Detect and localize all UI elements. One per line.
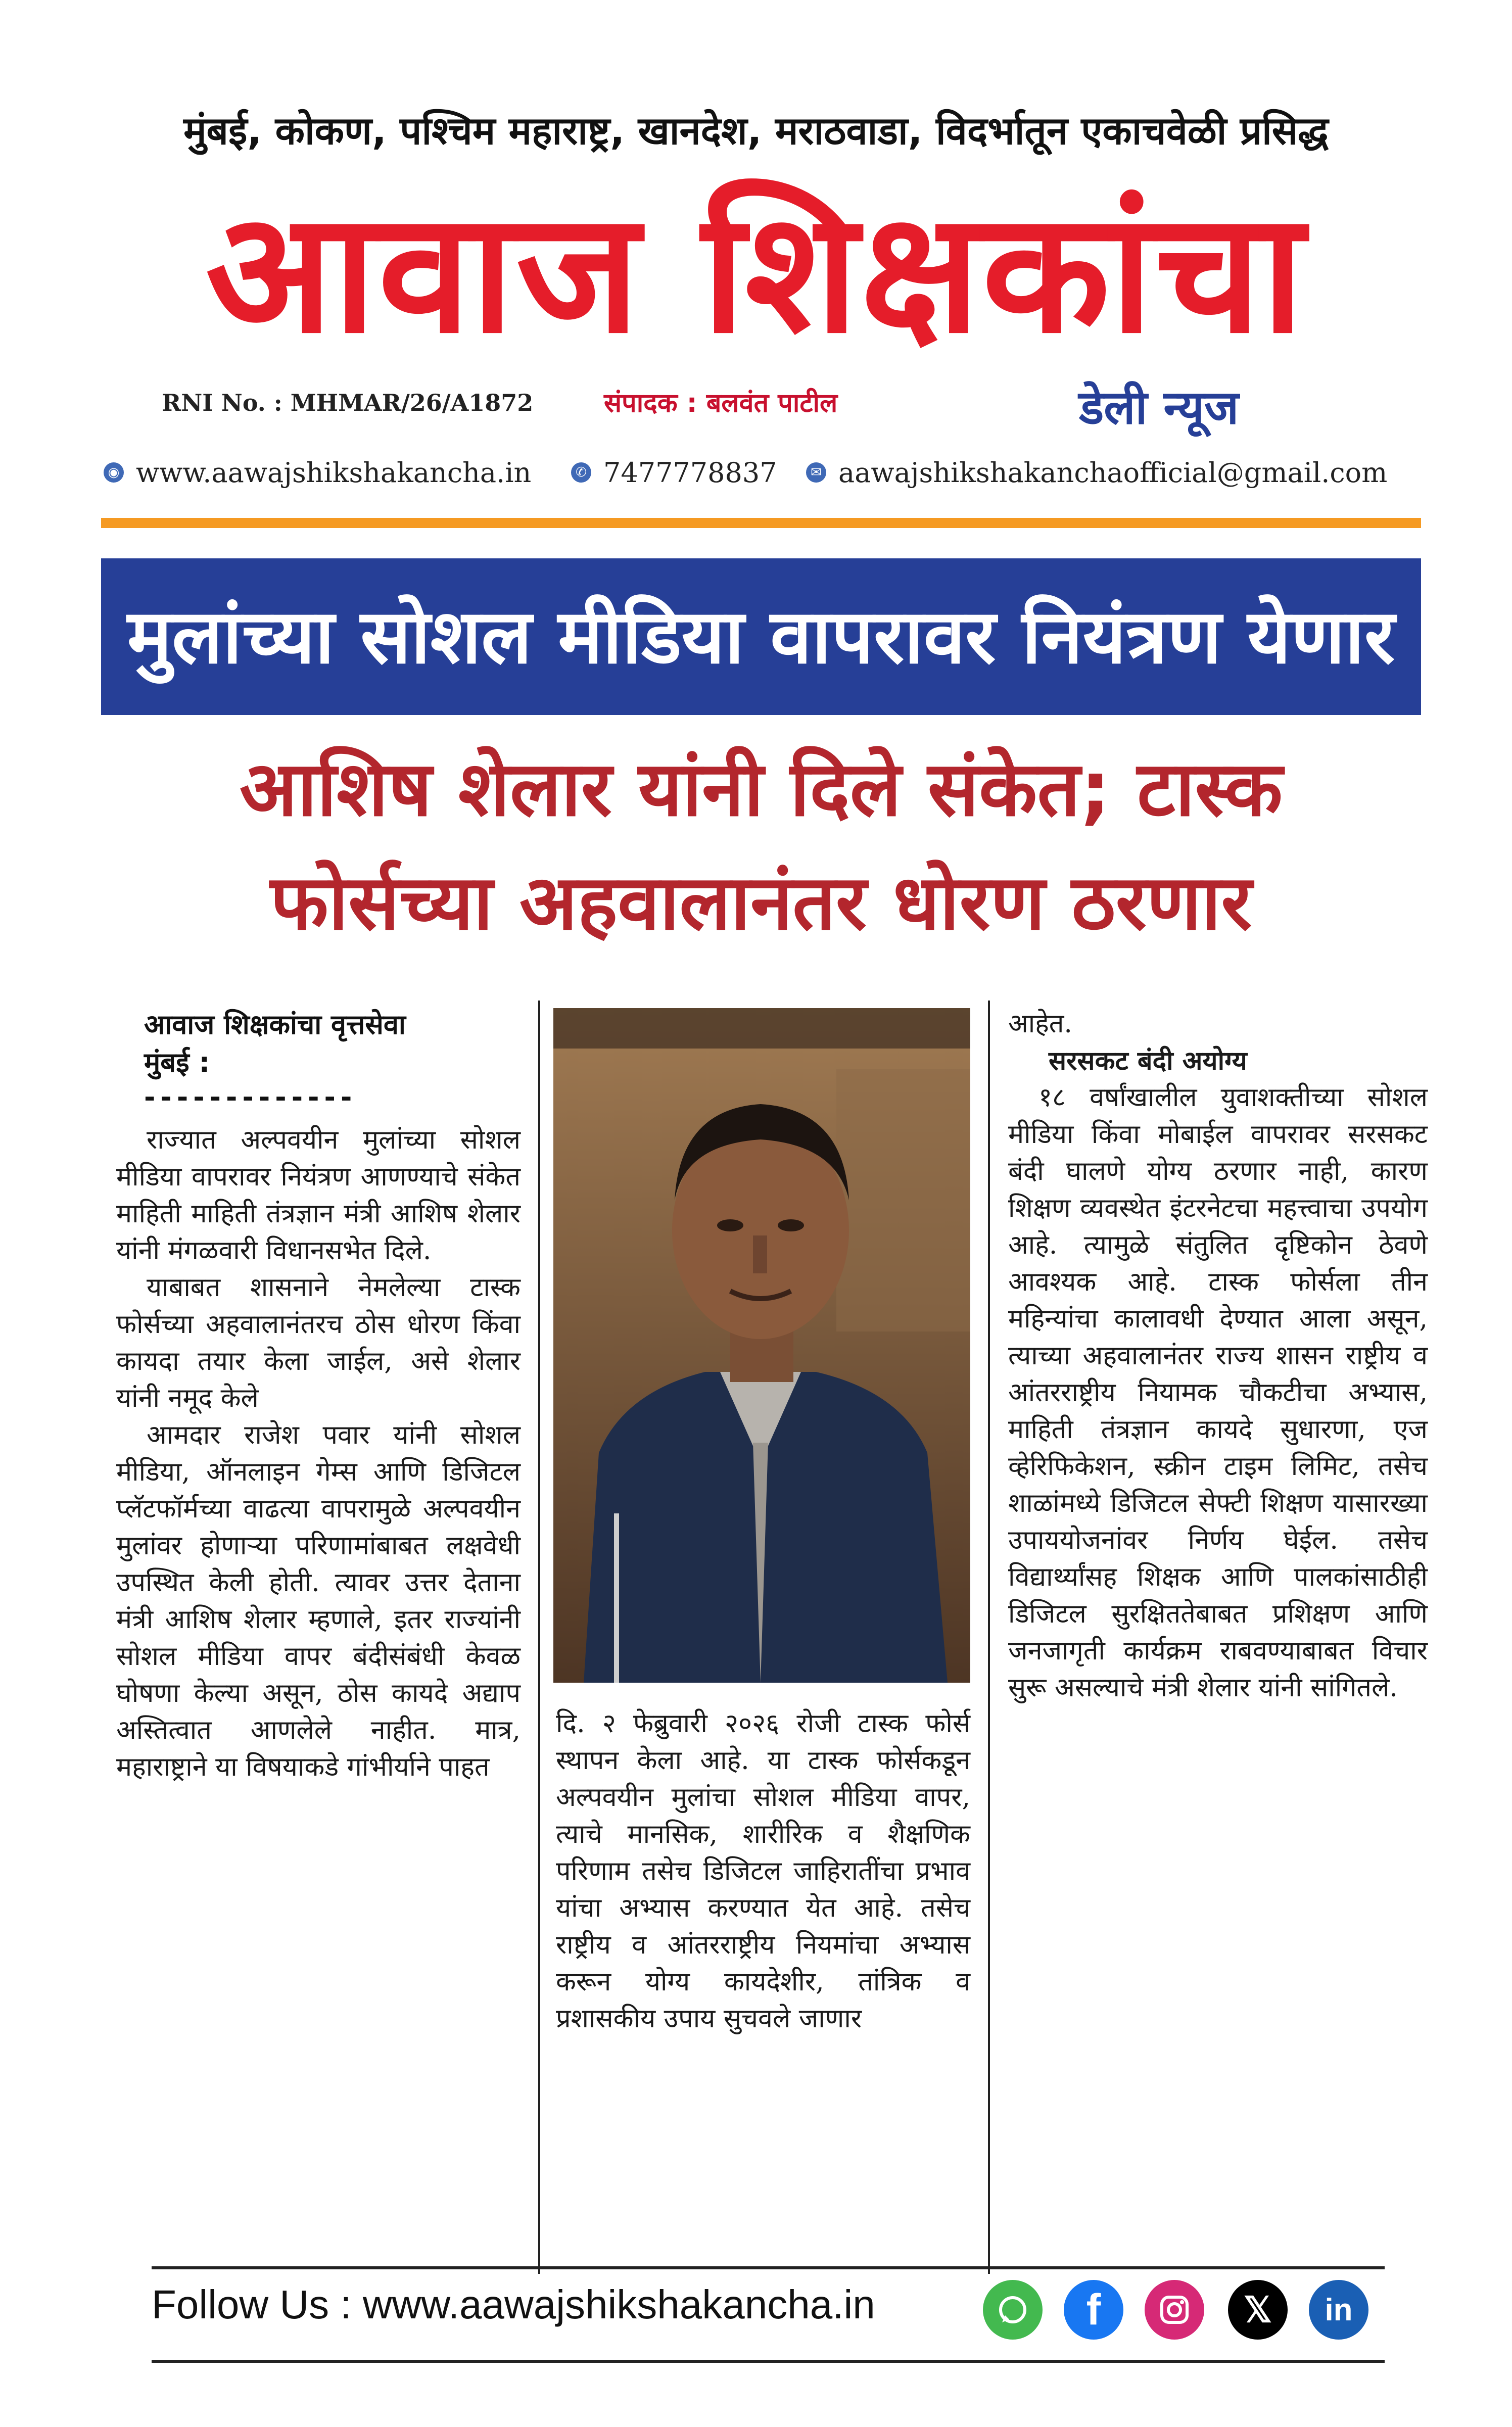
mail-icon: ✉ xyxy=(806,462,826,483)
globe-icon: ◉ xyxy=(104,462,124,483)
minister-photo-illustration xyxy=(553,1008,970,1683)
byline-agency: आवाज शिक्षकांचा वृत्तसेवा xyxy=(144,1009,406,1040)
col3-subheading: सरसकट बंदी अयोग्य xyxy=(1049,1045,1247,1076)
col3-paragraph-1: १८ वर्षांखालील युवाशक्तीच्या सोशल मीडिया किंवा मोबाईल वापरावर सरसकट बंदी घालणे योग्य ठरणार नाही, कारण शिक्षण व्यवस्थेत इंटरनेटचा महत्त्वाचा उपयोग आहे. त्यामुळे संतुलित दृष्टिकोन ठेवणे आवश्यक आहे. टास्क फोर्सला तीन महिन्यांचा कालावधी देण्यात आला असून, त्याच्या अहवालानंतर राज्य शासन राष्ट्रीय व आंतरराष्ट्रीय नियामक चौकटीचा अभ्यास, माहिती तंत्रज्ञान कायदे सुधारणा, एज व्हेरिफिकेशन, स्क्रीन टाइम लिमिट, तसेच शाळांमध्ये डिजिटल सेफ्टी शिक्षण यासारख्या उपाययोजनांवर निर्णय घेईल. तसेच विद्यार्थ्यांसह शिक्षक आणि पालकांसाठीही डिजिटल सुरक्षिततेबाबत प्रशिक्षण आणि जनजागृती कार्यक्रम राबवण्याबाबत विचार सुरू असल्याचे मंत्री शेलार यांनी सांगितले. xyxy=(1008,1082,1428,1703)
article-column-1 xyxy=(116,1122,521,1786)
column-divider-1 xyxy=(538,1001,540,2274)
header-divider xyxy=(101,518,1421,528)
facebook-icon[interactable]: f xyxy=(1064,2280,1123,2340)
sub-headline-line-1: आशिष शेलार यांनी दिले संकेत; टास्क xyxy=(239,745,1283,833)
rni-number: RNI No. : MHMAR/26/A1872 xyxy=(162,389,534,416)
whatsapp-icon[interactable] xyxy=(983,2280,1043,2340)
col2-paragraph-1: दि. २ फेब्रुवारी २०२६ रोजी टास्क फोर्स स्थापन केला आहे. या टास्क फोर्सकडून अल्पवयीन मुलांचा सोशल मीडिया वापर, त्याचे मानसिक, शारीरिक व शैक्षणिक परिणाम तसेच डिजिटल जाहिरातींचा प्रभाव यांचा अभ्यास करण्यात येत आहे. तसेच राष्ट्रीय व आंतरराष्ट्रीय नियमांचा अभ्यास करून योग्य कायदेशीर, तांत्रिक व प्रशासकीय उपाय सुचवले जाणार xyxy=(556,1708,970,2034)
linkedin-icon[interactable]: in xyxy=(1309,2280,1368,2340)
sub-headline xyxy=(101,733,1421,960)
follow-us-text[interactable]: Follow Us : www.aawajshikshakancha.in xyxy=(152,2282,875,2327)
col3-continuation: आहेत. xyxy=(1008,1009,1072,1039)
byline-dateline: मुंबई : xyxy=(144,1046,210,1078)
tagline: मुंबई, कोकण, पश्चिम महाराष्ट्र, खानदेश, मराठवाडा, विदर्भातून एकाचवेळी प्रसिद्ध xyxy=(183,108,1329,153)
article-column-3 xyxy=(1008,1006,1428,1706)
byline-dashes: ------------- xyxy=(144,1081,357,1113)
contact-phone[interactable] xyxy=(571,452,777,493)
byline xyxy=(144,1006,406,1081)
contact-email[interactable] xyxy=(806,452,1387,493)
email-text[interactable]: aawajshikshakanchaofficial@gmail.com xyxy=(838,456,1388,489)
footer-bottom-rule xyxy=(152,2360,1385,2363)
instagram-icon[interactable] xyxy=(1145,2280,1204,2340)
phone-icon: ✆ xyxy=(571,462,591,483)
website-text[interactable]: www.aawajshikshakancha.in xyxy=(136,456,532,489)
masthead-title: आवाज शिक्षकांचा xyxy=(205,176,1307,370)
sub-headline-line-2: फोर्सच्या अहवालानंतर धोरण ठरणार xyxy=(270,859,1252,947)
contact-website[interactable] xyxy=(104,452,531,493)
main-headline: मुलांच्या सोशल मीडिया वापरावर नियंत्रण येणार xyxy=(101,558,1421,715)
phone-text[interactable]: 7477778837 xyxy=(603,456,777,489)
editor-credit: संपादक : बलवंत पाटील xyxy=(604,388,838,418)
news-photo xyxy=(553,1008,970,1683)
col1-paragraph-2: याबाबत शासनाने नेमलेल्या टास्क फोर्सच्या अहवालानंतरच ठोस धोरण किंवा कायदा तयार केला जाईल, असे शेलार यांनी नमूद केले xyxy=(116,1272,521,1413)
column-divider-2 xyxy=(988,1001,990,2274)
col1-paragraph-1: राज्यात अल्पवयीन मुलांच्या सोशल मीडिया वापरावर नियंत्रण आणण्याचे संकेत माहिती माहिती तंत्रज्ञान मंत्री आशिष शेलार यांनी मंगळवारी विधानसभेत दिले. xyxy=(116,1125,521,1266)
article-column-2 xyxy=(556,1705,970,2037)
daily-news-label: डेली न्यूज xyxy=(1079,380,1239,435)
col1-paragraph-3: आमदार राजेश पवार यांनी सोशल मीडिया, ऑनलाइन गेम्स आणि डिजिटल प्लॅटफॉर्मच्या वाढत्या वापरामुळे अल्पवयीन मुलांवर होणाऱ्या परिणामांबाबत लक्षवेधी उपस्थित केली होती. त्यावर उत्तर देताना मंत्री आशिष शेलार म्हणाले, इतर राज्यांनी सोशल मीडिया वापर बंदीसंबंधी केवळ घोषणा केल्या असून, ठोस कायदे अद्याप अस्तित्वात आणलेले नाहीत. मात्र, महाराष्ट्राने या विषयाकडे गांभीर्याने पाहत xyxy=(116,1420,521,1782)
footer-top-rule xyxy=(152,2266,1385,2269)
x-twitter-icon[interactable]: 𝕏 xyxy=(1228,2280,1288,2340)
